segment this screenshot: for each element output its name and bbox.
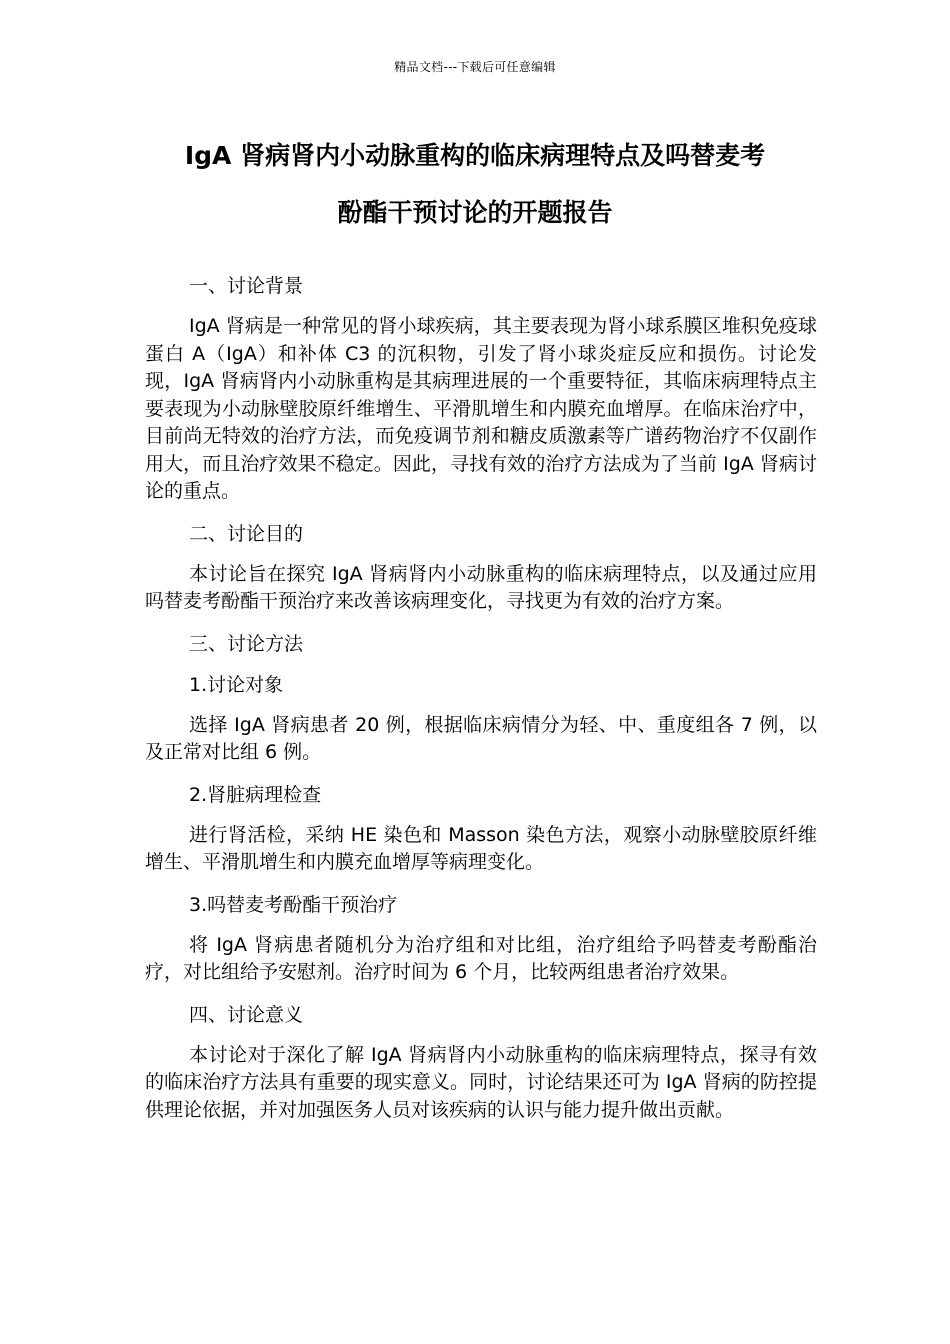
section-heading-background: 一、讨论背景 [189,275,304,297]
paragraph-pathology-exam: 进行肾活检，采纳 HE 染色和 Masson 染色方法，观察小动脉壁胶原纤维增生、平滑肌增生和内膜充血增厚等病理变化。 [145,823,817,873]
paragraph-significance: 本讨论对于深化了解 IgA 肾病肾内小动脉重构的临床病理特点，探寻有效的临床治疗方法具有重要的现实意义。同时，讨论结果还可为 IgA 肾病的防控提供理论依据，并对加强医务人员对该疾病的认识与能力提升做出贡献。 [145,1043,817,1121]
subheading-intervention: 3.吗替麦考酚酯干预治疗 [189,893,398,916]
document-title-line-1: IgA 肾病肾内小动脉重构的临床病理特点及吗替麦考 [184,141,766,170]
paragraph-purpose: 本讨论旨在探究 IgA 肾病肾内小动脉重构的临床病理特点，以及通过应用吗替麦考酚酯干预治疗来改善该病理变化，寻找更为有效的治疗方案。 [145,562,817,612]
section-heading-significance: 四、讨论意义 [189,1003,304,1026]
section-heading-purpose: 二、讨论目的 [189,522,304,545]
subheading-subjects: 1.讨论对象 [189,673,284,696]
header-note: 精品文档---下载后可任意编辑 [394,60,556,74]
section-heading-method: 三、讨论方法 [189,632,304,655]
subheading-pathology-exam: 2.肾脏病理检查 [189,783,322,806]
document-body [145,272,817,1124]
document-title-line-2: 酚酯干预讨论的开题报告 [337,198,613,227]
paragraph-background: IgA 肾病是一种常见的肾小球疾病，其主要表现为肾小球系膜区堆积免疫球蛋白 A（IgA）和补体 C3 的沉积物，引发了肾小球炎症反应和损伤。讨论发现，IgA 肾病肾内小动脉重构是其病理进展的一个重要特征，其临床病理特点主要表现为小动脉壁胶原纤维增生、平滑肌增生和内膜充血增厚。在临床治疗中，目前尚无特效的治疗方法，而免疫调节剂和糖皮质激素等广谱药物治疗不仅副作用大，而且治疗效果不稳定。因此，寻找有效的治疗方法成为了当前 IgA 肾病讨论的重点。 [145,315,817,502]
paragraph-intervention: 将 IgA 肾病患者随机分为治疗组和对比组，治疗组给予吗替麦考酚酯治疗，对比组给予安慰剂。治疗时间为 6 个月，比较两组患者治疗效果。 [145,933,817,983]
paragraph-subjects: 选择 IgA 肾病患者 20 例，根据临床病情分为轻、中、重度组各 7 例，以及正常对比组 6 例。 [145,713,817,763]
